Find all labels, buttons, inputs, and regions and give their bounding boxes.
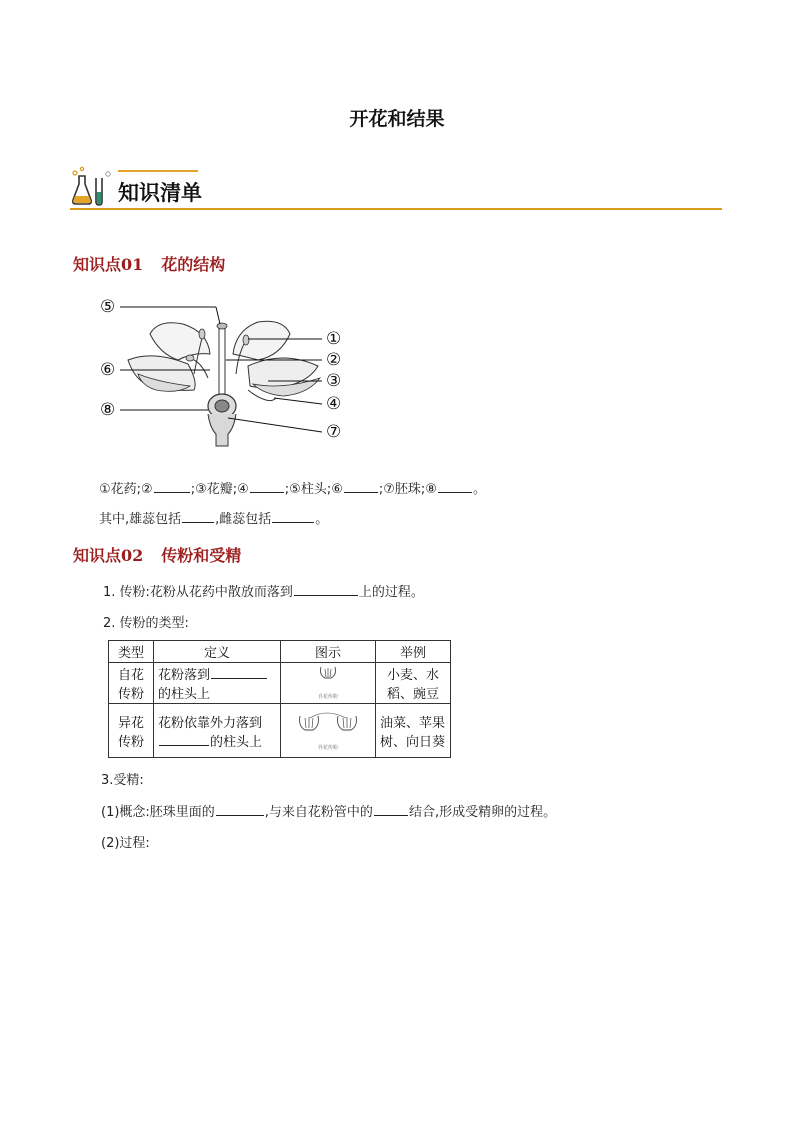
diagram-label-4: ④ xyxy=(326,394,342,414)
flower-structure-image xyxy=(98,294,358,452)
text-segment: ,雌蕊包括 xyxy=(215,512,272,527)
text-segment: 的柱头上 xyxy=(210,734,263,750)
blank-self[interactable] xyxy=(211,666,267,679)
kp1-title: 花的结构 xyxy=(161,255,226,274)
kp2-heading xyxy=(73,543,241,566)
diagram-label-2: ② xyxy=(326,350,342,370)
figure-cell xyxy=(281,663,376,704)
table-header: 图示 xyxy=(281,641,376,663)
page-title: 开花和结果 xyxy=(349,108,445,130)
section-header xyxy=(70,162,722,210)
blank-2[interactable] xyxy=(154,480,190,493)
diagram-label-8: ⑧ xyxy=(100,400,116,420)
text-segment: ;⑤柱头;⑥ xyxy=(284,482,343,497)
blank-4[interactable] xyxy=(250,480,284,493)
text-segment: (1)概念:胚珠里面的 xyxy=(101,805,215,820)
diagram-label-5: ⑤ xyxy=(100,297,116,317)
blank-cross[interactable] xyxy=(159,733,209,746)
fertilization-concept xyxy=(101,801,556,820)
text-segment: 上的过程。 xyxy=(358,585,424,600)
blank-6[interactable] xyxy=(344,480,378,493)
text-segment: 结合,形成受精卵的过程。 xyxy=(408,805,557,820)
text-segment: ①花药;② xyxy=(99,482,153,497)
text-segment: 花粉依靠外力落到 xyxy=(158,715,263,731)
kp2-number: 知识点02 xyxy=(73,546,144,565)
text-segment: 的柱头上 xyxy=(158,687,211,702)
section-header-label: 知识清单 xyxy=(118,181,202,205)
text-segment: 。 xyxy=(472,482,486,497)
pollination-definition xyxy=(103,581,424,600)
table-row xyxy=(109,704,451,758)
table-header: 定义 xyxy=(154,641,281,663)
fertilization-label: 3.受精: xyxy=(101,773,144,788)
text-segment: ,与来自花粉管中的 xyxy=(264,805,373,820)
header-rule xyxy=(70,208,722,210)
kp2-title: 传粉和受精 xyxy=(161,546,242,565)
cross-pollination-figure xyxy=(296,708,360,734)
diagram-label-1: ① xyxy=(326,329,342,349)
blank-sperm[interactable] xyxy=(374,803,408,816)
text-segment: ;⑦胚珠;⑧ xyxy=(378,482,437,497)
flask-icon xyxy=(70,164,114,212)
example-cell: 油菜、苹果树、向日葵 xyxy=(376,704,451,758)
figure-caption: 异花传粉 xyxy=(317,745,338,751)
kp1-number: 知识点01 xyxy=(73,255,144,274)
example-cell: 小麦、水稻、豌豆 xyxy=(376,663,451,704)
pollination-table xyxy=(108,640,451,758)
flower-parts-line xyxy=(99,478,486,497)
self-pollination-figure xyxy=(315,665,341,683)
blank-stamen[interactable] xyxy=(182,510,214,523)
header-accent-line xyxy=(118,170,198,172)
diagram-label-6: ⑥ xyxy=(100,360,116,380)
table-header: 类型 xyxy=(109,641,154,663)
figure-cell xyxy=(281,704,376,758)
fertilization-process-label: (2)过程: xyxy=(101,836,150,851)
blank-pollination[interactable] xyxy=(294,583,358,596)
flower-diagram xyxy=(98,294,358,452)
text-segment: 花粉落到 xyxy=(158,668,211,683)
stamen-pistil-line xyxy=(99,508,328,527)
blank-8[interactable] xyxy=(438,480,472,493)
figure-caption: 自花传粉 xyxy=(317,693,338,700)
diagram-label-3: ③ xyxy=(326,371,342,391)
text-segment: 。 xyxy=(315,512,329,527)
table-header: 举例 xyxy=(376,641,451,663)
definition-cell xyxy=(154,704,281,758)
type-cell: 自花传粉 xyxy=(109,663,154,704)
text-segment: 1. 传粉:花粉从花药中散放而落到 xyxy=(103,585,293,600)
kp1-heading xyxy=(73,252,225,275)
table-row xyxy=(109,663,451,704)
blank-egg[interactable] xyxy=(216,803,264,816)
text-segment: ;③花瓣;④ xyxy=(190,482,249,497)
type-cell: 异花传粉 xyxy=(109,704,154,758)
blank-pistil[interactable] xyxy=(272,510,314,523)
text-segment: 其中,雄蕊包括 xyxy=(99,512,182,527)
diagram-label-7: ⑦ xyxy=(326,422,342,442)
definition-cell xyxy=(154,663,281,704)
table-header-row xyxy=(109,641,451,663)
pollination-types-label: 2. 传粉的类型: xyxy=(103,616,189,631)
